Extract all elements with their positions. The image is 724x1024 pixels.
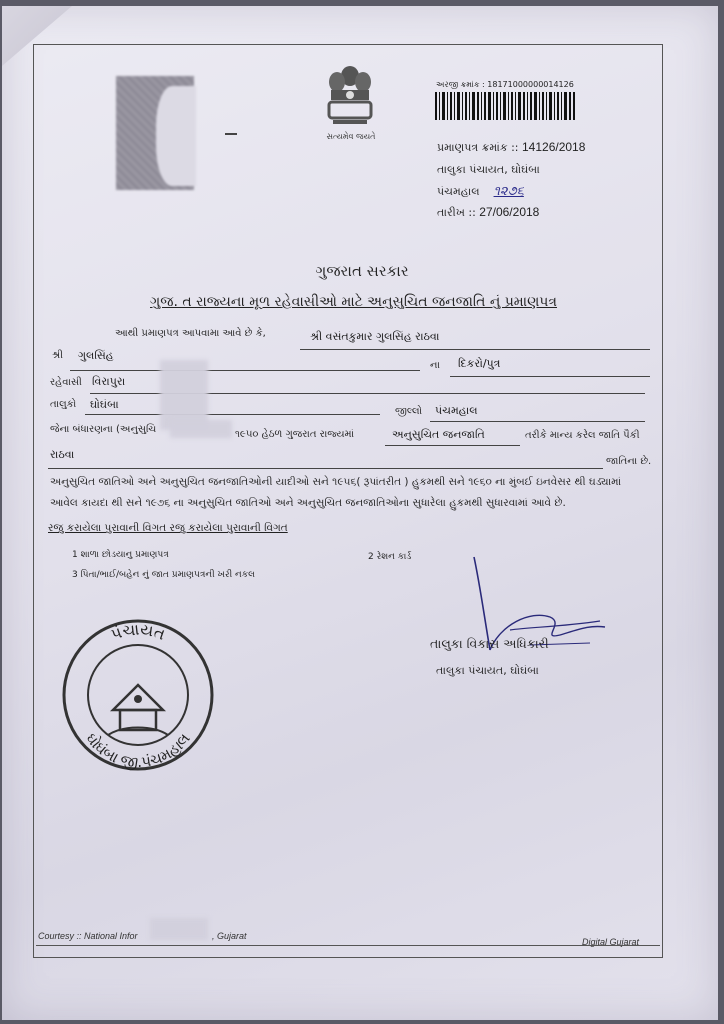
taluka-label: તાલુકો: [50, 399, 77, 410]
resident-label: રહેવાસી: [50, 377, 82, 388]
intro-text: આથી પ્રમાણપત્ર આપવામા આવે છે કે,: [115, 328, 266, 339]
district-ref-label: પંચમહાલ: [437, 185, 480, 198]
district-ref: [437, 184, 524, 199]
certificate-number: [437, 140, 585, 155]
category-underline: [385, 445, 520, 446]
application-number: અરજી ક્રમાંક : 18171000000014126: [436, 80, 574, 89]
document-item: 1 શાળા છોડયાનુ પ્રમાણપત્ર: [72, 550, 169, 560]
certificate-title: ગુજ. ત રાજ્યના મૂળ રહેવાસીઓ માટે અનુસુચિત જનજાતિ નું પ્રમાણપત્ર: [150, 294, 558, 310]
relation-underline: [450, 376, 650, 377]
document-item: 3 પિતા/ભાઈ/બહેન નું જાત પ્રમાણપત્રની ખરી નકલ: [72, 570, 255, 580]
certificate-number-label: પ્રમાણપત્ર ક્રમાંક ::: [437, 141, 519, 154]
category-value: અનુસુચિત જનજાતિ: [392, 428, 485, 441]
issue-date-value: 27/06/2018: [479, 205, 540, 219]
panchayat-seal: [58, 615, 218, 775]
caste-suffix: જાતિના છે.: [606, 456, 652, 467]
redaction-patch: [150, 918, 208, 940]
village-name: વિરાપુરા: [92, 375, 126, 388]
person-name: શ્રી વસંતકુમાર ગુલસિંહ રાઠવા: [310, 330, 440, 343]
officer-title: તાલુકા વિકાસ અધિકારી: [430, 636, 549, 651]
document-item: 2 રેશન કાર્ડ: [368, 552, 412, 562]
footer-rule: [36, 945, 660, 946]
father-name: ગુલસિંહ: [78, 349, 114, 362]
recognized-text: તરીકે માન્ય કરેલ જાતિ પૈકી: [525, 430, 640, 441]
district-label: જીલ્લો: [395, 406, 423, 417]
seal-top-text: પંચાયત: [108, 619, 168, 644]
legal-paragraph: અનુસુચિત જાતિઓ અને અનુસુચિત જનજાતિઓની યાદીઓ સને ૧૯૫૬( રૂપાંતરીત ) હુકમથી સને ૧૯૬૦ ના મુંબઈ ઇનવેસર થી ઘડ્યામાં આવેલ કાયદા થી સને ૧૯૭૬ ના અનુસુચિત જાતિઓ અને અનુસુચિત જનજાતિઓના સુધારેલા હુકમથી સુધારવામાં આવે છે.: [50, 476, 622, 509]
issuing-office: તાલુકા પંચાયત, ઘોઘંબા: [437, 163, 540, 176]
handwritten-number: ૧૨૭૬: [493, 184, 524, 199]
footer-brand: Digital Gujarat: [582, 937, 640, 947]
name-underline: [300, 349, 650, 350]
redaction-patch: [170, 420, 232, 438]
caste-underline: [48, 468, 603, 469]
district-underline: [430, 421, 645, 422]
national-emblem-icon: [323, 62, 377, 132]
caste-value: રાઠવા: [50, 448, 75, 461]
documents-heading: રજુ કરાયેલા પુરાવાની વિગત રજુ કરાયેલા પુરાવાની વિગત: [48, 522, 288, 534]
father-prefix: શ્રી: [52, 350, 64, 361]
certificate-number-value: 14126/2018: [522, 140, 586, 154]
seal-bottom-text: ઘોઘંબા જી.પંચમહાલ: [82, 729, 194, 772]
taluka-name: ઘોઘંબા: [90, 398, 119, 411]
issue-date-label: તારીખ ::: [437, 206, 476, 219]
government-title: ગુજરાત સરકાર: [315, 262, 409, 280]
officer-office: તાલુકા પંચાયત, ઘોઘંબા: [436, 664, 539, 677]
father-underline: [70, 370, 420, 371]
footer-courtesy: Courtesy :: National Infor: [38, 931, 138, 941]
district-name: પંચમહાલ: [435, 404, 478, 417]
footer-state: , Gujarat: [212, 931, 247, 941]
emblem-caption: સત્યમેવ જયતે: [326, 132, 376, 141]
year-text: ૧૯૫૦ હેઠળ ગુજરાત રાજ્યમાં: [235, 429, 355, 440]
applicant-photo: [116, 76, 194, 190]
taluka-underline: [85, 414, 380, 415]
relation-prefix: ના: [430, 360, 440, 371]
issue-date: [437, 205, 539, 220]
constitution-text: જેના બંધારણના (અનુસુચિ: [50, 424, 157, 435]
barcode-icon: [435, 92, 575, 120]
photo-mark: [225, 133, 237, 135]
relation-value: દિકરો/પુત્ર: [458, 357, 501, 370]
